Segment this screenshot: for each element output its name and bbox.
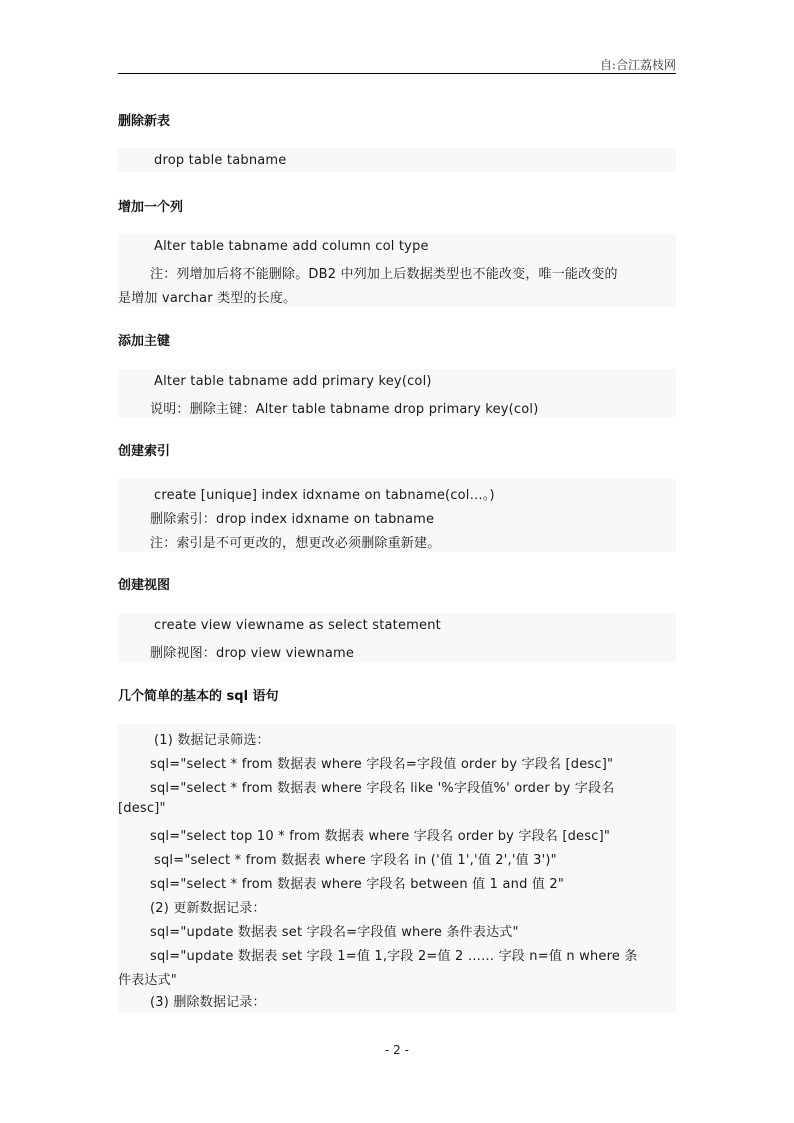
code-line: sql="select * from 数据表 where 字段名 like '%字段值%' order by 字段名 xyxy=(150,781,615,796)
code-line: create view viewname as select statement xyxy=(154,618,441,633)
page-header-source: 自:合江荔枝网 xyxy=(599,58,676,72)
code-line: sql="select * from 数据表 where 字段名 between 值 1 and 值 2" xyxy=(150,877,565,892)
code-line: 删除视图：drop view viewname xyxy=(150,646,355,661)
code-line: Alter table tabname add column col type xyxy=(154,239,429,254)
code-block-add-column xyxy=(118,234,676,307)
note-line-continued: 是增加 varchar 类型的长度。 xyxy=(118,291,297,306)
section-heading-basic-sql: 几个简单的基本的 sql 语句 xyxy=(118,689,279,704)
code-block-create-index xyxy=(118,479,676,552)
header-rule xyxy=(118,73,676,74)
page-number: - 2 - xyxy=(385,1043,409,1057)
note-line: 注：索引是不可更改的，想更改必须删除重新建。 xyxy=(150,536,441,551)
code-block-create-view xyxy=(118,613,676,662)
code-line-continued: 件表达式" xyxy=(118,973,177,988)
section-heading-add-column: 增加一个列 xyxy=(118,200,184,215)
code-line: sql="select * from 数据表 where 字段名=字段值 order by 字段名 [desc]" xyxy=(150,757,614,772)
code-line: 删除索引：drop index idxname on tabname xyxy=(150,512,435,527)
note-line: 说明：删除主键：Alter table tabname drop primary key(col) xyxy=(150,402,539,417)
section-heading-create-index: 创建索引 xyxy=(118,444,171,459)
code-line: (1) 数据记录筛选： xyxy=(154,733,270,748)
code-line: sql="select top 10 * from 数据表 where 字段名 order by 字段名 [desc]" xyxy=(150,829,611,844)
section-heading-create-view: 创建视图 xyxy=(118,578,171,593)
code-line: Alter table tabname add primary key(col) xyxy=(154,374,432,389)
code-line: drop table tabname xyxy=(154,153,287,168)
code-line: create [unique] index idxname on tabname(col…。) xyxy=(154,488,495,503)
section-heading-add-primary-key: 添加主键 xyxy=(118,334,171,349)
code-line: (2) 更新数据记录： xyxy=(150,901,266,916)
note-line: 注：列增加后将不能删除。DB2 中列加上后数据类型也不能改变，唯一能改变的 xyxy=(150,267,618,282)
code-line: sql="select * from 数据表 where 字段名 in ('值 1','值 2','值 3')" xyxy=(154,853,557,868)
code-line-continued: [desc]" xyxy=(118,801,166,816)
code-line: (3) 删除数据记录： xyxy=(150,995,266,1010)
code-block-primary-key xyxy=(118,369,676,417)
code-block-basic-sql xyxy=(118,724,676,1013)
code-line: sql="update 数据表 set 字段 1=值 1,字段 2=值 2 …… 字段 n=值 n where 条 xyxy=(150,949,638,964)
section-heading-drop-table: 删除新表 xyxy=(118,114,171,129)
code-block-drop-table xyxy=(118,148,676,172)
code-line: sql="update 数据表 set 字段名=字段值 where 条件表达式" xyxy=(150,925,519,940)
